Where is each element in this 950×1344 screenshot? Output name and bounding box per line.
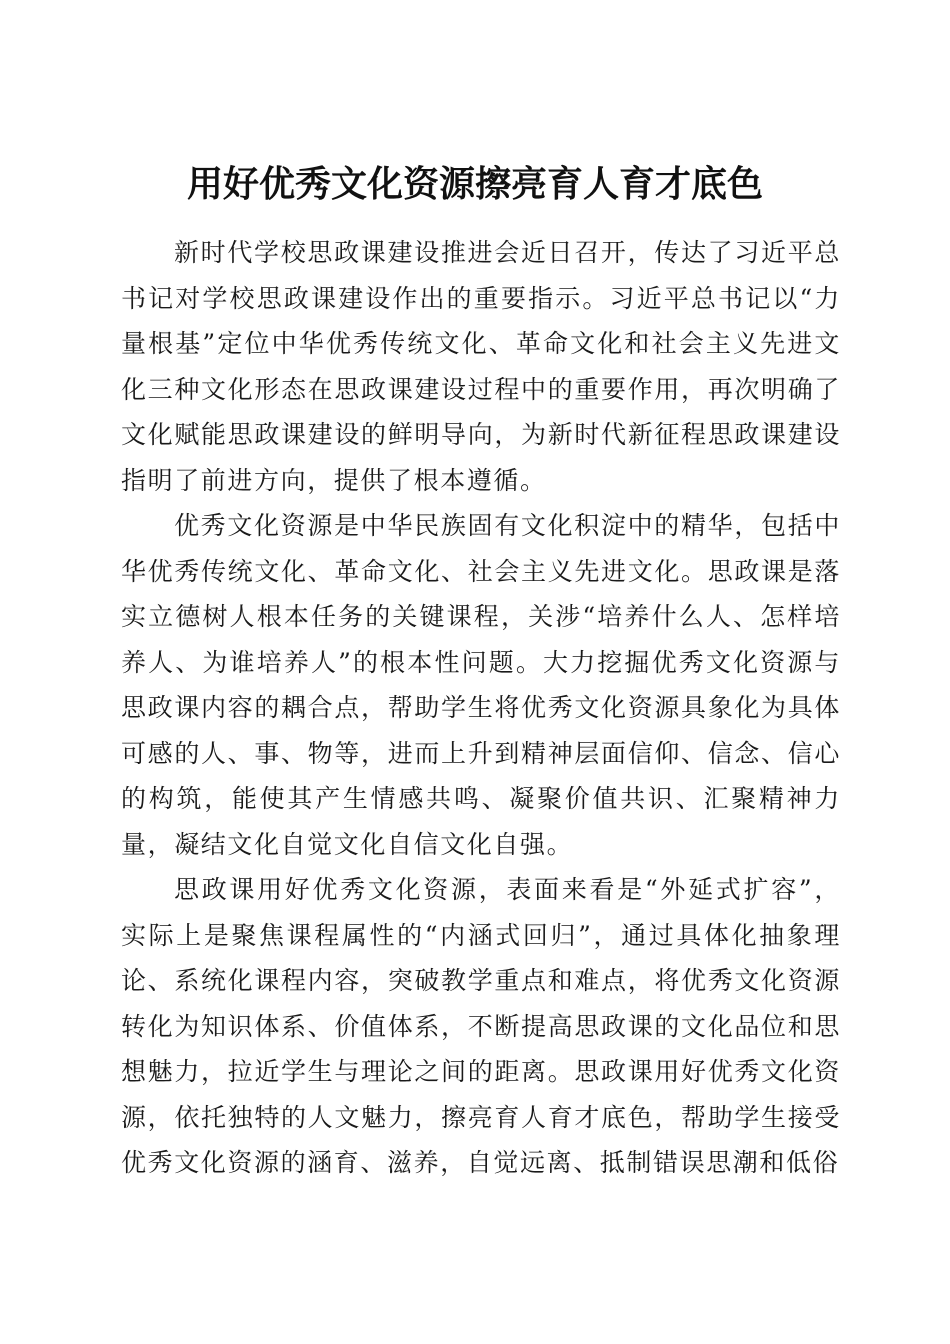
paragraph-3: 思政课用好优秀文化资源，表面来看是“外延式扩容”，实际上是聚焦课程属性的“内涵式回归”，通过具体化抽象理论、系统化课程内容，突破教学重点和难点，将优秀文化资源转化为知识体系、价值体系，不断提高思政课的文化品位和思想魅力，拉近学生与理论之间的距离。思政课用好优秀文化资源，依托独特的人文魅力，擦亮育人育才底色，帮助学生接受优秀文化资源的涵育、滋养，自觉远离、抵制错误思潮和低俗 (121, 875, 841, 1177)
paragraph-1: 新时代学校思政课建设推进会近日召开，传达了习近平总书记对学校思政课建设作出的重要指示。习近平总书记以“力量根基”定位中华优秀传统文化、革命文化和社会主义先进文化三种文化形态在思政课建设过程中的重要作用，再次明确了文化赋能思政课建设的鲜明导向，为新时代新征程思政课建设指明了前进方向，提供了根本遵循。 (121, 238, 841, 495)
document-title: 用好优秀文化资源擦亮育人育才底色 (186, 163, 763, 206)
document-body (121, 230, 841, 1186)
paragraph-2: 优秀文化资源是中华民族固有文化积淀中的精华，包括中华优秀传统文化、革命文化、社会主义先进文化。思政课是落实立德树人根本任务的关键课程，关涉“培养什么人、怎样培养人、为谁培养人”的根本性问题。大力挖掘优秀文化资源与思政课内容的耦合点，帮助学生将优秀文化资源具象化为具体可感的人、事、物等，进而上升到精神层面信仰、信念、信心的构筑，能使其产生情感共鸣、凝聚价值共识、汇聚精神力量，凝结文化自觉文化自信文化自强。 (121, 511, 841, 859)
